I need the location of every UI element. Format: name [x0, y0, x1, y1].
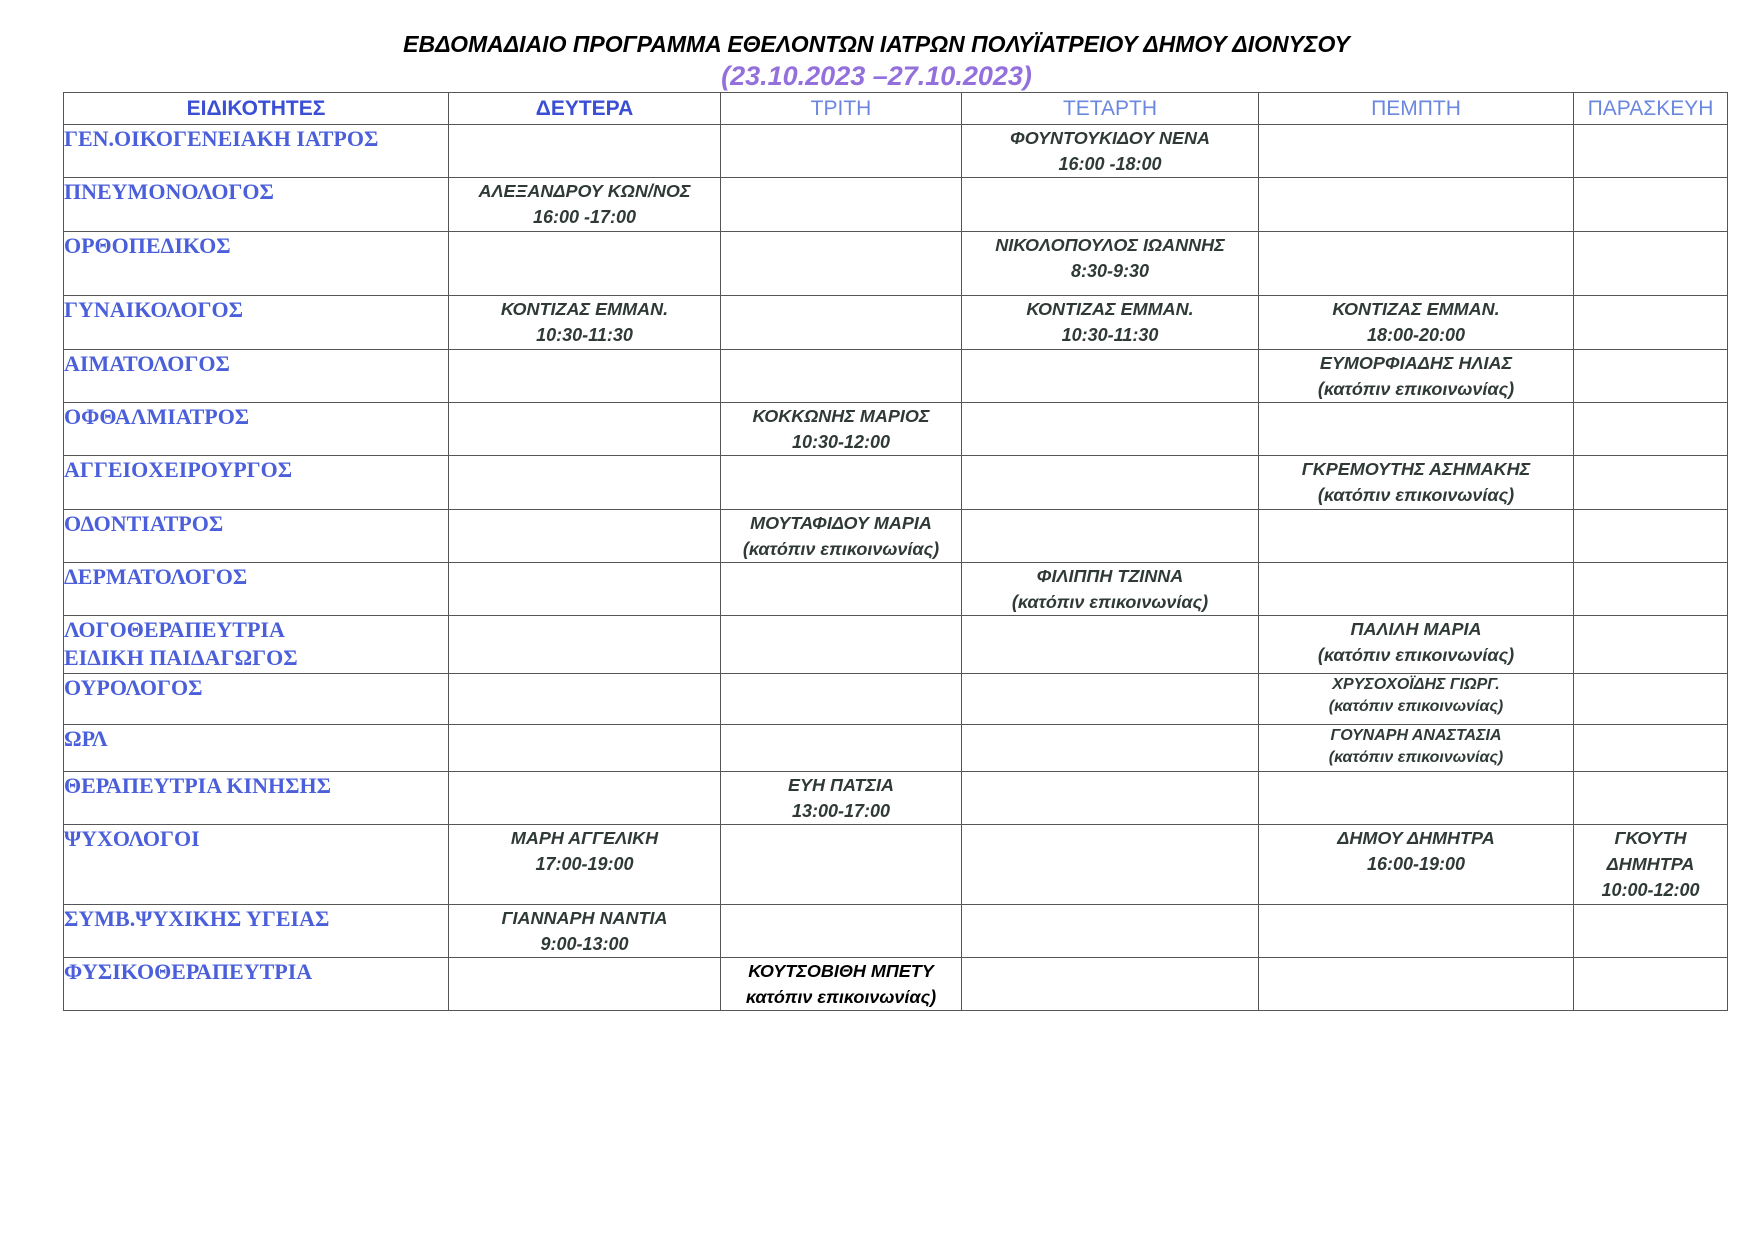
specialty-cell: ΔΕΡΜΑΤΟΛΟΓΟΣ [64, 563, 449, 616]
wednesday-cell [962, 958, 1259, 1011]
friday-cell [1574, 456, 1728, 510]
specialty-cell: ΟΦΘΑΛΜΙΑΤΡΟΣ [64, 403, 449, 456]
table-row [64, 510, 1728, 563]
monday-cell [449, 725, 721, 772]
friday-cell [1574, 905, 1728, 958]
header-row [64, 93, 1728, 125]
monday-cell: ΜΑΡΗ ΑΓΓΕΛΙΚΗ 17:00-19:00 [449, 825, 721, 905]
specialty-cell: ΠΝΕΥΜΟΝΟΛΟΓΟΣ [64, 178, 449, 232]
header-tuesday: ΤΡΙΤΗ [721, 93, 962, 125]
thursday-cell [1259, 125, 1574, 178]
wednesday-cell [962, 905, 1259, 958]
tuesday-cell [721, 296, 962, 350]
date-range: (23.10.2023 –27.10.2023) [721, 61, 1032, 91]
tuesday-cell [721, 232, 962, 296]
specialty-cell: ΨΥΧΟΛΟΓΟΙ [64, 825, 449, 905]
tuesday-cell [721, 825, 962, 905]
monday-cell: ΑΛΕΞΑΝΔΡΟΥ ΚΩΝ/ΝΟΣ 16:00 -17:00 [449, 178, 721, 232]
tuesday-cell [721, 725, 962, 772]
thursday-cell: ΓΟΥΝΑΡΗ ΑΝΑΣΤΑΣΙΑ (κατόπιν επικοινωνίας) [1259, 725, 1574, 772]
thursday-cell [1259, 905, 1574, 958]
thursday-cell [1259, 403, 1574, 456]
wednesday-cell [962, 510, 1259, 563]
monday-cell: ΓΙΑΝΝΑΡΗ ΝΑΝΤΙΑ 9:00-13:00 [449, 905, 721, 958]
wednesday-cell [962, 772, 1259, 825]
header-wednesday: ΤΕΤΑΡΤΗ [962, 93, 1259, 125]
header-friday: ΠΑΡΑΣΚΕΥΗ [1574, 93, 1728, 125]
header-specialties: ΕΙΔΙΚΟΤΗΤΕΣ [64, 93, 449, 125]
wednesday-cell [962, 725, 1259, 772]
monday-cell [449, 456, 721, 510]
schedule-table [63, 92, 1728, 1011]
thursday-cell: ΚΟΝΤΙΖΑΣ ΕΜΜΑΝ. 18:00-20:00 [1259, 296, 1574, 350]
header-monday: ΔΕΥΤΕΡΑ [449, 93, 721, 125]
table-row [64, 725, 1728, 772]
friday-cell: ΓΚΟΥΤΗ ΔΗΜΗΤΡΑ 10:00-12:00 [1574, 825, 1728, 905]
table-row [64, 674, 1728, 725]
friday-cell [1574, 510, 1728, 563]
specialty-cell: ΣΥΜΒ.ΨΥΧΙΚΗΣ ΥΓΕΙΑΣ [64, 905, 449, 958]
thursday-cell [1259, 563, 1574, 616]
monday-cell [449, 403, 721, 456]
wednesday-cell [962, 674, 1259, 725]
tuesday-cell [721, 674, 962, 725]
table-row [64, 958, 1728, 1011]
thursday-cell: ΔΗΜΟΥ ΔΗΜΗΤΡΑ 16:00-19:00 [1259, 825, 1574, 905]
friday-cell [1574, 725, 1728, 772]
friday-cell [1574, 125, 1728, 178]
thursday-cell: ΕΥΜΟΡΦΙΑΔΗΣ ΗΛΙΑΣ (κατόπιν επικοινωνίας) [1259, 350, 1574, 403]
specialty-cell: ΟΔΟΝΤΙΑΤΡΟΣ [64, 510, 449, 563]
specialty-cell: ΟΥΡΟΛΟΓΟΣ [64, 674, 449, 725]
specialty-cell: ΘΕΡΑΠΕΥΤΡΙΑ ΚΙΝΗΣΗΣ [64, 772, 449, 825]
specialty-cell: ΓΥΝΑΙΚΟΛΟΓΟΣ [64, 296, 449, 350]
friday-cell [1574, 232, 1728, 296]
thursday-cell: ΧΡΥΣΟΧΟΪΔΗΣ ΓΙΩΡΓ. (κατόπιν επικοινωνίας) [1259, 674, 1574, 725]
friday-cell [1574, 674, 1728, 725]
thursday-cell [1259, 232, 1574, 296]
tuesday-cell [721, 616, 962, 674]
table-row [64, 403, 1728, 456]
thursday-cell [1259, 510, 1574, 563]
tuesday-cell: ΜΟΥΤΑΦΙΔΟΥ ΜΑΡΙΑ (κατόπιν επικοινωνίας) [721, 510, 962, 563]
wednesday-cell [962, 350, 1259, 403]
wednesday-cell [962, 178, 1259, 232]
table-row [64, 616, 1728, 674]
thursday-cell [1259, 178, 1574, 232]
monday-cell: ΚΟΝΤΙΖΑΣ ΕΜΜΑΝ. 10:30-11:30 [449, 296, 721, 350]
table-row [64, 456, 1728, 510]
monday-cell [449, 616, 721, 674]
document-title: ΕΒΔΟΜΑΔΙΑΙΟ ΠΡΟΓΡΑΜΜΑ ΕΘΕΛΟΝΤΩΝ ΙΑΤΡΩΝ ΠΟΛΥΪΑΤΡΕΙΟΥ ΔΗΜΟΥ ΔΙΟΝΥΣΟΥ [403, 31, 1350, 57]
specialty-cell: ΑΙΜΑΤΟΛΟΓΟΣ [64, 350, 449, 403]
friday-cell [1574, 178, 1728, 232]
wednesday-cell: ΦΟΥΝΤΟΥΚΙΔΟΥ ΝΕΝΑ 16:00 -18:00 [962, 125, 1259, 178]
thursday-cell [1259, 772, 1574, 825]
monday-cell [449, 350, 721, 403]
thursday-cell [1259, 958, 1574, 1011]
tuesday-cell: ΚΟΚΚΩΝΗΣ ΜΑΡΙΟΣ 10:30-12:00 [721, 403, 962, 456]
wednesday-cell [962, 825, 1259, 905]
friday-cell [1574, 772, 1728, 825]
friday-cell [1574, 296, 1728, 350]
specialty-cell: ΑΓΓΕΙΟΧΕΙΡΟΥΡΓΟΣ [64, 456, 449, 510]
friday-cell [1574, 563, 1728, 616]
wednesday-cell: ΦΙΛΙΠΠΗ ΤΖΙΝΝΑ (κατόπιν επικοινωνίας) [962, 563, 1259, 616]
tuesday-cell [721, 125, 962, 178]
table-row [64, 296, 1728, 350]
table-row [64, 563, 1728, 616]
specialty-cell: ΛΟΓΟΘΕΡΑΠΕΥΤΡΙΑ ΕΙΔΙΚΗ ΠΑΙΔΑΓΩΓΟΣ [64, 616, 449, 674]
wednesday-cell [962, 403, 1259, 456]
tuesday-cell [721, 456, 962, 510]
wednesday-cell: ΝΙΚΟΛΟΠΟΥΛΟΣ ΙΩΑΝΝΗΣ 8:30-9:30 [962, 232, 1259, 296]
thursday-cell: ΠΑΛΙΛΗ ΜΑΡΙΑ (κατόπιν επικοινωνίας) [1259, 616, 1574, 674]
monday-cell [449, 563, 721, 616]
monday-cell [449, 772, 721, 825]
table-row [64, 125, 1728, 178]
table-row [64, 178, 1728, 232]
monday-cell [449, 510, 721, 563]
monday-cell [449, 958, 721, 1011]
table-row [64, 350, 1728, 403]
thursday-cell: ΓΚΡΕΜΟΥΤΗΣ ΑΣΗΜΑΚΗΣ (κατόπιν επικοινωνίας) [1259, 456, 1574, 510]
tuesday-cell [721, 178, 962, 232]
tuesday-cell: ΕΥΗ ΠΑΤΣΙΑ 13:00-17:00 [721, 772, 962, 825]
table-row [64, 825, 1728, 905]
friday-cell [1574, 616, 1728, 674]
friday-cell [1574, 403, 1728, 456]
table-row [64, 905, 1728, 958]
wednesday-cell: ΚΟΝΤΙΖΑΣ ΕΜΜΑΝ. 10:30-11:30 [962, 296, 1259, 350]
header-thursday: ΠΕΜΠΤΗ [1259, 93, 1574, 125]
tuesday-cell: ΚΟΥΤΣΟΒΙΘΗ ΜΠΕΤΥ κατόπιν επικοινωνίας) [721, 958, 962, 1011]
monday-cell [449, 674, 721, 725]
specialty-cell: ΩΡΛ [64, 725, 449, 772]
table-row [64, 232, 1728, 296]
specialty-cell: ΟΡΘΟΠΕΔΙΚΟΣ [64, 232, 449, 296]
tuesday-cell [721, 563, 962, 616]
monday-cell [449, 232, 721, 296]
tuesday-cell [721, 905, 962, 958]
specialty-cell: ΓΕΝ.ΟΙΚΟΓΕΝΕΙΑΚΗ ΙΑΤΡΟΣ [64, 125, 449, 178]
specialty-cell: ΦΥΣΙΚΟΘΕΡΑΠΕΥΤΡΙΑ [64, 958, 449, 1011]
tuesday-cell [721, 350, 962, 403]
monday-cell [449, 125, 721, 178]
wednesday-cell [962, 456, 1259, 510]
friday-cell [1574, 350, 1728, 403]
friday-cell [1574, 958, 1728, 1011]
table-row [64, 772, 1728, 825]
wednesday-cell [962, 616, 1259, 674]
